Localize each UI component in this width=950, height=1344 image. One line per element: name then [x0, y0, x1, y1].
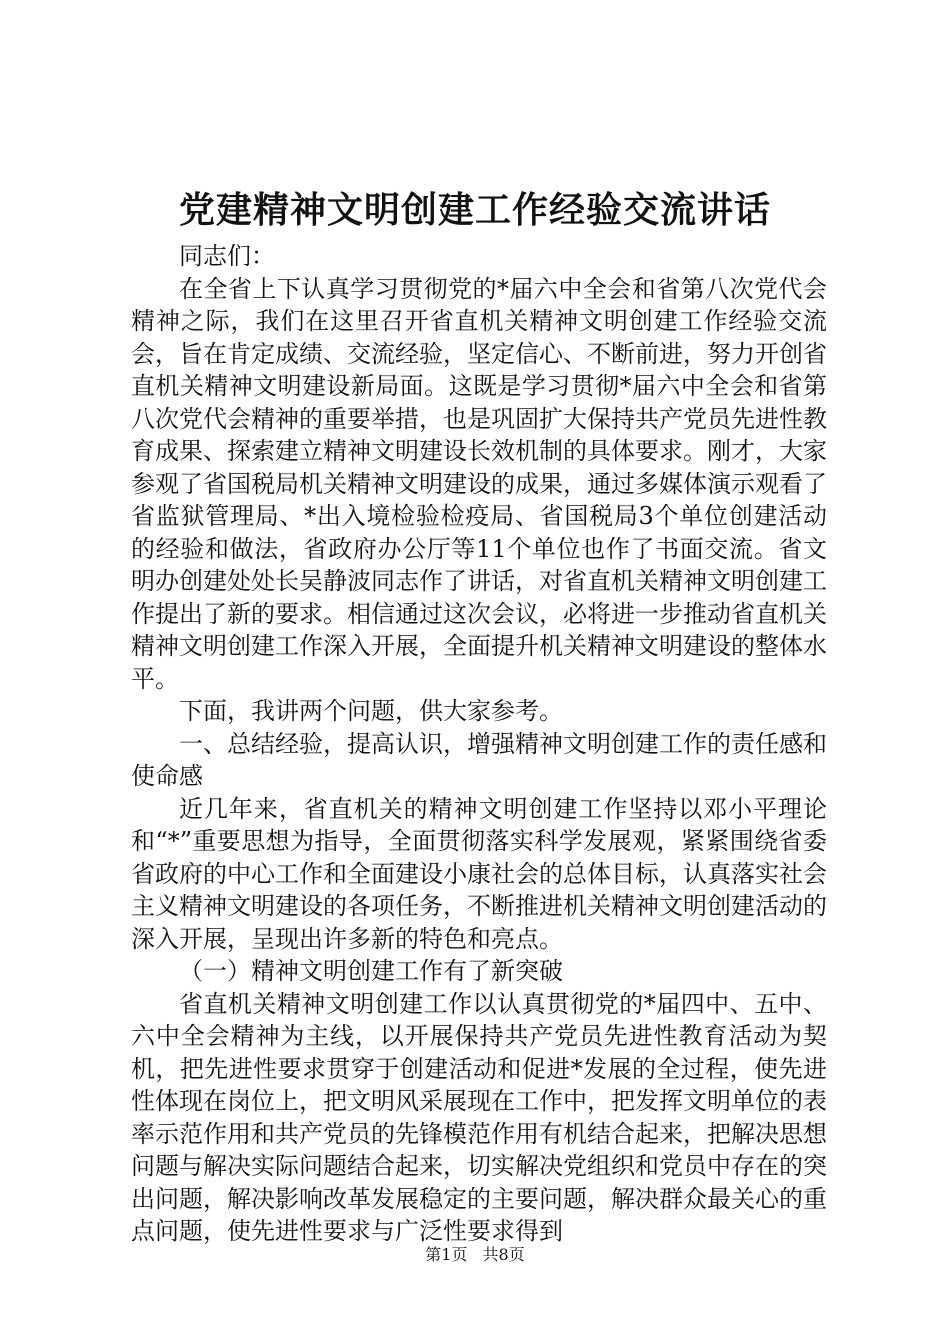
- salutation-paragraph: 同志们：: [179, 242, 275, 270]
- page-total: 共8页: [482, 1245, 525, 1264]
- body-paragraph: 在全省上下认真学习贯彻党的*届六中全会和省第八次党代会精神之际，我们在这里召开省直机关精神文明创建工作经验交流会，旨在肯定成绩、交流经验，坚定信心、不断前进，努力开创省直机关精神文明建设新局面。这既是学习贯彻*届六中全会和省第八次党代会精神的重要举措，也是巩固扩大保持共产党员先进性教育成果、探索建立精神文明建设长效机制的具体要求。刚才，大家参观了省国税局机关精神文明建设的成果，通过多媒体演示观看了省监狱管理局、*出入境检验检疫局、省国税局3个单位创建活动的经验和做法，省政府办公厅等11个单位也作了书面交流。省文明办创建处处长吴静波同志作了讲话，对省直机关精神文明创建工作提出了新的要求。相信通过这次会议，必将进一步推动省直机关精神文明创建工作深入开展，全面提升机关精神文明建设的整体水平。: [131, 274, 827, 693]
- body-paragraph: 下面，我讲两个问题，供大家参考。: [179, 697, 563, 725]
- document-body: [131, 240, 827, 1248]
- section-heading: 一、总结经验，提高认识，增强精神文明创建工作的责任感和使命感: [131, 729, 827, 790]
- document-title: 党建精神文明创建工作经验交流讲话: [178, 189, 771, 231]
- body-paragraph: 省直机关精神文明创建工作以认真贯彻党的*届四中、五中、六中全会精神为主线，以开展保持共产党员先进性教育活动为契机，把先进性要求贯穿于创建活动和促进*发展的全过程，使先进性体现在岗位上，把文明风采展现在工作中，把发挥文明单位的表率示范作用和共产党员的先锋模范作用有机结合起来，把解决思想问题与解决实际问题结合起来，切实解决党组织和党员中存在的突出问题，解决影响改革发展稳定的主要问题，解决群众最关心的重点问题，使先进性要求与广泛性要求得到: [131, 989, 827, 1245]
- subsection-heading: （一）精神文明创建工作有了新突破: [179, 957, 563, 985]
- page-number: 第1页: [425, 1245, 468, 1264]
- page-footer: [0, 1244, 950, 1266]
- body-paragraph: 近几年来，省直机关的精神文明创建工作坚持以邓小平理论和“*”重要思想为指导，全面贯彻落实科学发展观，紧紧围绕省委省政府的中心工作和全面建设小康社会的总体目标，认真落实社会主义精神文明建设的各项任务，不断推进机关精神文明创建活动的深入开展，呈现出许多新的特色和亮点。: [131, 794, 827, 953]
